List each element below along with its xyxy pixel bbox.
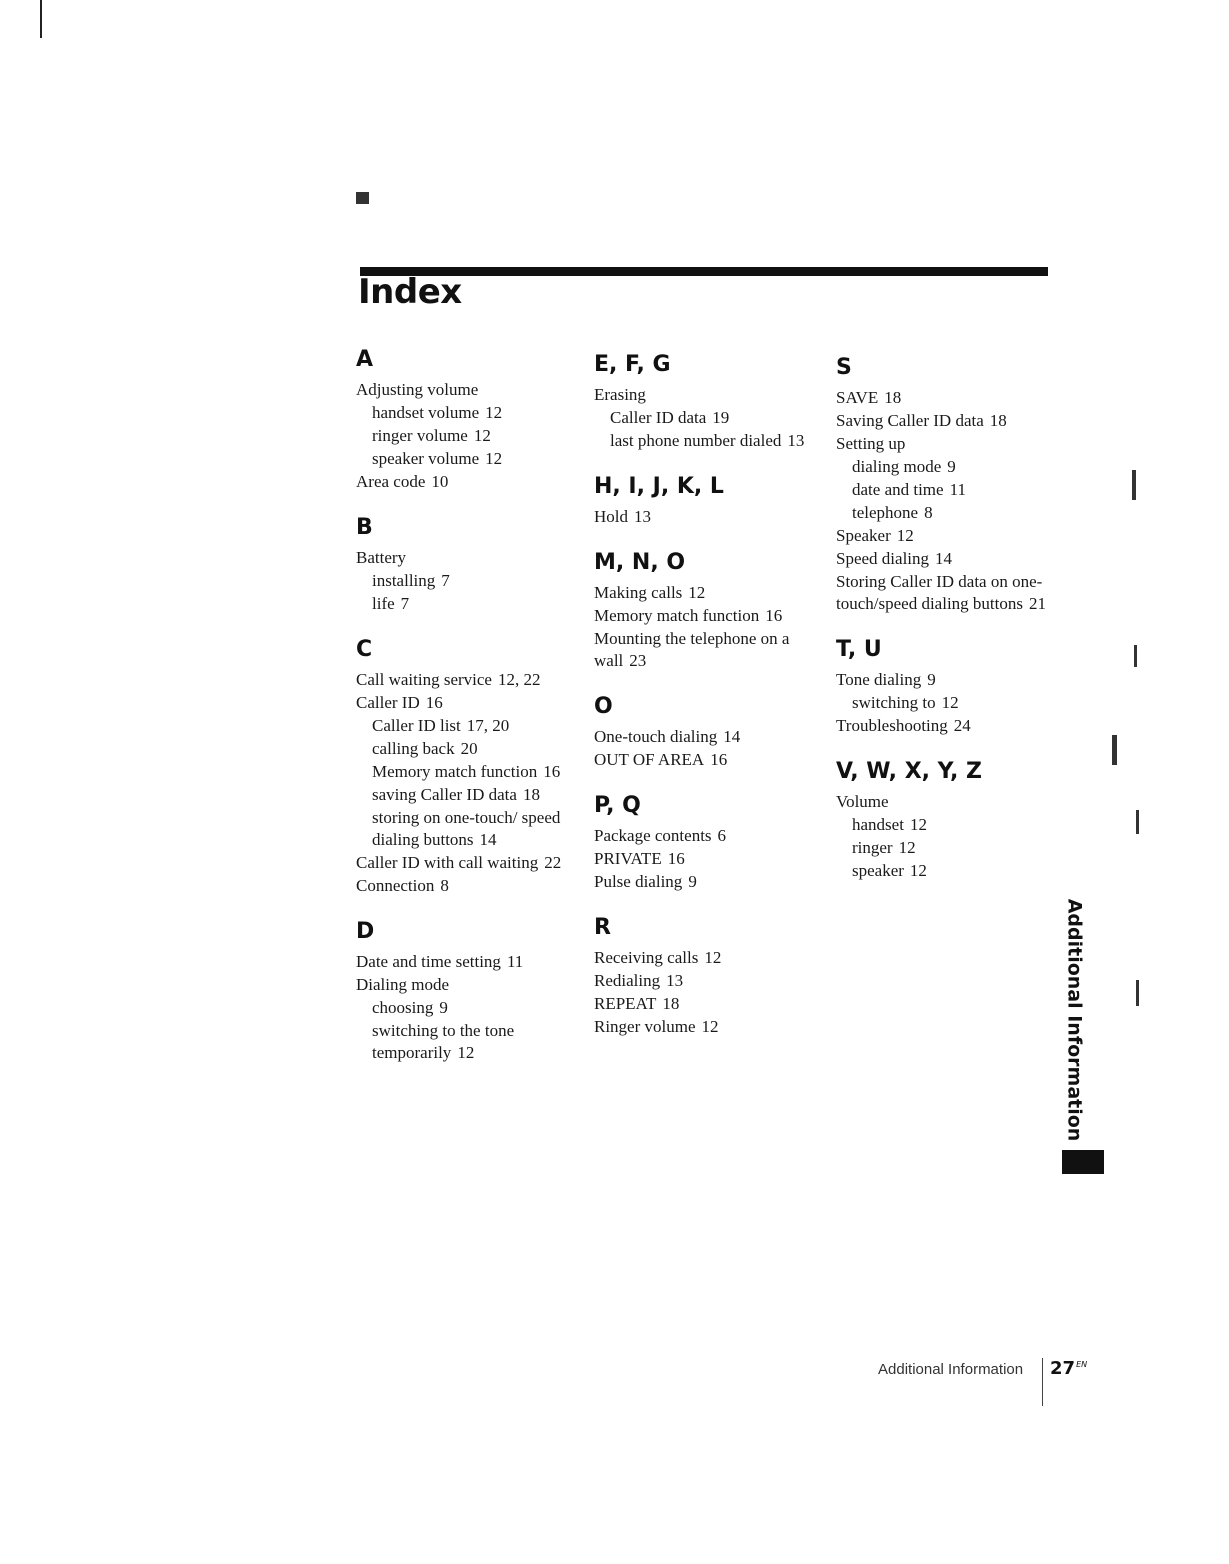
entry-text: Call waiting service [356, 670, 492, 689]
entry-page: 9 [439, 998, 448, 1017]
index-entry [594, 848, 834, 870]
index-entry [594, 384, 834, 406]
page-title: Index [358, 272, 462, 312]
entry-text: OUT OF AREA [594, 750, 705, 769]
scan-margin-mark [1136, 810, 1139, 834]
entry-text: switching to [852, 693, 936, 712]
index-entry [356, 784, 596, 806]
entry-text: last phone number dialed [610, 431, 782, 450]
entry-page: 18 [989, 411, 1007, 430]
entry-page: 18 [884, 388, 902, 407]
index-entry [836, 837, 1076, 859]
entry-text: Adjusting volume [356, 380, 479, 399]
index-column [836, 353, 1076, 902]
entry-page: 24 [953, 716, 971, 735]
index-entry [356, 951, 596, 973]
scan-edge-mark [40, 0, 42, 38]
index-entry [594, 430, 834, 452]
index-section [836, 353, 1076, 615]
index-column [356, 345, 596, 1084]
index-entry [356, 448, 596, 470]
entry-text: Package contents [594, 826, 712, 845]
index-entry [836, 692, 1076, 714]
section-letter: T, U [836, 637, 882, 662]
index-entry [836, 456, 1076, 478]
index-entry [594, 605, 834, 627]
entry-page: 12 [941, 693, 959, 712]
index-entry [594, 749, 834, 771]
entry-page: 12 [896, 526, 914, 545]
entry-page: 8 [924, 503, 933, 522]
index-section [594, 791, 834, 893]
entry-text: choosing [372, 998, 434, 1017]
entry-page: 12, 22 [497, 670, 541, 689]
entry-page: 13 [666, 971, 684, 990]
page-number [1050, 1358, 1087, 1379]
entry-page: 16 [667, 849, 685, 868]
entry-page: 7 [441, 571, 450, 590]
entry-page: 12 [688, 583, 706, 602]
index-entry [356, 738, 596, 760]
entry-page: 16 [710, 750, 728, 769]
entry-page: 12 [457, 1043, 475, 1062]
entry-text: Mounting the telephone on a wall [594, 629, 790, 670]
entry-page: 9 [927, 670, 936, 689]
entry-text: Saving Caller ID data [836, 411, 984, 430]
entry-page: 12 [485, 449, 503, 468]
index-entry [836, 571, 1076, 615]
index-entry [594, 993, 834, 1015]
index-entry [356, 852, 596, 874]
section-letter: M, N, O [594, 550, 686, 575]
index-section [594, 913, 834, 1038]
index-entry [836, 433, 1076, 455]
entry-text: Dialing mode [356, 975, 450, 994]
thumb-index-block [1062, 1150, 1104, 1174]
page-number-value: 27 [1050, 1358, 1076, 1379]
entry-page: 22 [544, 853, 562, 872]
entry-page: 12 [898, 838, 916, 857]
index-entry [836, 669, 1076, 691]
index-section [356, 345, 596, 493]
title-rule [360, 267, 1048, 276]
entry-text: Ringer volume [594, 1017, 696, 1036]
entry-page: 11 [506, 952, 524, 971]
entry-text: calling back [372, 739, 455, 758]
side-tab-label: Additional Information [1063, 898, 1085, 1142]
entry-text: ringer [852, 838, 893, 857]
index-entry [356, 715, 596, 737]
footer-section-label: Additional Information [878, 1361, 1024, 1378]
entry-text: life [372, 594, 395, 613]
entry-page: 12 [909, 861, 927, 880]
index-section [836, 757, 1076, 882]
entry-page: 13 [787, 431, 805, 450]
entry-text: REPEAT [594, 994, 657, 1013]
entry-page: 12 [485, 403, 503, 422]
index-entry [594, 726, 834, 748]
index-entry [836, 791, 1076, 813]
entry-page: 11 [949, 480, 966, 499]
index-section [836, 635, 1076, 737]
entry-page: 19 [712, 408, 730, 427]
index-entry [356, 669, 596, 691]
entry-page: 9 [688, 872, 697, 891]
index-entry [836, 715, 1076, 737]
entry-text: date and time [852, 480, 944, 499]
index-section [594, 350, 834, 452]
index-entry [356, 593, 596, 615]
entry-text: Caller ID [356, 693, 420, 712]
section-letter: D [356, 919, 375, 944]
section-letter: C [356, 637, 373, 662]
entry-page: 6 [717, 826, 727, 845]
entry-text: handset volume [372, 403, 480, 422]
entry-text: Receiving calls [594, 948, 699, 967]
index-entry [594, 970, 834, 992]
entry-text: Hold [594, 507, 628, 526]
scan-margin-mark [1112, 735, 1117, 765]
entry-text: Speed dialing [836, 549, 930, 568]
entry-text: installing [372, 571, 436, 590]
entry-text: Pulse dialing [594, 872, 683, 891]
entry-text: dialing mode [852, 457, 942, 476]
entry-page: 17, 20 [466, 716, 510, 735]
section-letter: H, I, J, K, L [594, 474, 724, 499]
index-entry [836, 814, 1076, 836]
scan-speck [356, 192, 369, 204]
entry-text: speaker [852, 861, 904, 880]
entry-text: SAVE [836, 388, 879, 407]
index-entry [356, 875, 596, 897]
index-entry [594, 947, 834, 969]
index-section [594, 548, 834, 672]
entry-text: Battery [356, 548, 407, 567]
index-entry [356, 692, 596, 714]
entry-text: Date and time setting [356, 952, 501, 971]
section-letter: E, F, G [594, 352, 671, 377]
entry-page: 9 [947, 457, 956, 476]
entry-text: One-touch dialing [594, 727, 718, 746]
entry-page: 12 [473, 426, 491, 445]
index-entry [836, 410, 1076, 432]
index-entry [356, 974, 596, 996]
section-letter: B [356, 515, 373, 540]
entry-page: 16 [425, 693, 443, 712]
entry-text: saving Caller ID data [372, 785, 517, 804]
index-entry [836, 548, 1076, 570]
index-entry [836, 387, 1076, 409]
index-entry [356, 425, 596, 447]
entry-page: 12 [704, 948, 722, 967]
index-entry [356, 761, 596, 783]
section-letter: R [594, 915, 611, 940]
entry-page: 21 [1028, 594, 1046, 613]
index-entry [356, 547, 596, 569]
index-section [356, 513, 596, 615]
entry-text: Tone dialing [836, 670, 922, 689]
scan-margin-mark [1134, 645, 1137, 667]
entry-text: Volume [836, 792, 889, 811]
side-tab [1061, 895, 1087, 1145]
index-entry [356, 379, 596, 401]
entry-page: 14 [479, 830, 497, 849]
entry-text: telephone [852, 503, 919, 522]
index-entry [836, 502, 1076, 524]
entry-page: 7 [400, 594, 410, 613]
index-entry [356, 807, 596, 851]
scan-margin-mark [1136, 980, 1139, 1006]
entry-text: PRIVATE [594, 849, 662, 868]
section-letter: P, Q [594, 793, 641, 818]
page-number-suffix: EN [1076, 1360, 1088, 1369]
index-entry [836, 525, 1076, 547]
entry-text: Speaker [836, 526, 891, 545]
entry-page: 8 [440, 876, 449, 895]
index-section [356, 635, 596, 897]
index-section [356, 917, 596, 1064]
entry-text: Making calls [594, 583, 683, 602]
index-entry [356, 570, 596, 592]
entry-text: storing on one-touch/ speed dialing buttons [372, 808, 561, 849]
index-entry [594, 407, 834, 429]
index-entry [356, 1020, 596, 1064]
entry-page: 12 [909, 815, 927, 834]
entry-text: Caller ID list [372, 716, 461, 735]
entry-text: Storing Caller ID data on one-touch/speed dialing buttons [836, 572, 1043, 613]
scan-margin-mark [1132, 470, 1136, 500]
index-entry [594, 871, 834, 893]
index-entry [836, 860, 1076, 882]
entry-page: 14 [935, 549, 953, 568]
entry-text: Memory match function [372, 762, 538, 781]
entry-text: handset [852, 815, 904, 834]
entry-page: 14 [723, 727, 741, 746]
index-section [594, 692, 834, 771]
section-letter: S [836, 355, 852, 380]
entry-text: Troubleshooting [836, 716, 948, 735]
entry-page: 23 [629, 651, 647, 670]
entry-text: speaker volume [372, 449, 480, 468]
entry-text: switching to the tone temporarily [372, 1021, 515, 1062]
index-entry [594, 1016, 834, 1038]
index-column [594, 350, 834, 1058]
entry-text: ringer volume [372, 426, 468, 445]
index-entry [356, 402, 596, 424]
entry-page: 20 [460, 739, 478, 758]
entry-text: Memory match function [594, 606, 760, 625]
entry-text: Redialing [594, 971, 661, 990]
entry-text: Connection [356, 876, 435, 895]
entry-page: 13 [634, 507, 651, 526]
entry-page: 16 [543, 762, 561, 781]
entry-text: Caller ID data [610, 408, 707, 427]
index-entry [356, 997, 596, 1019]
entry-text: Setting up [836, 434, 906, 453]
entry-page: 18 [522, 785, 540, 804]
section-letter: A [356, 347, 374, 372]
index-section [594, 472, 834, 528]
entry-text: Area code [356, 472, 426, 491]
index-entry [594, 628, 834, 672]
index-entry [356, 471, 596, 493]
index-entry [594, 825, 834, 847]
index-entry [594, 506, 834, 528]
footer-separator [1042, 1358, 1043, 1406]
entry-page: 12 [701, 1017, 719, 1036]
entry-page: 16 [765, 606, 783, 625]
index-entry [594, 582, 834, 604]
index-entry [836, 479, 1076, 501]
entry-text: Caller ID with call waiting [356, 853, 539, 872]
entry-text: Erasing [594, 385, 646, 404]
section-letter: V, W, X, Y, Z [836, 759, 982, 784]
entry-page: 10 [431, 472, 449, 491]
entry-page: 18 [662, 994, 680, 1013]
section-letter: O [594, 694, 613, 719]
